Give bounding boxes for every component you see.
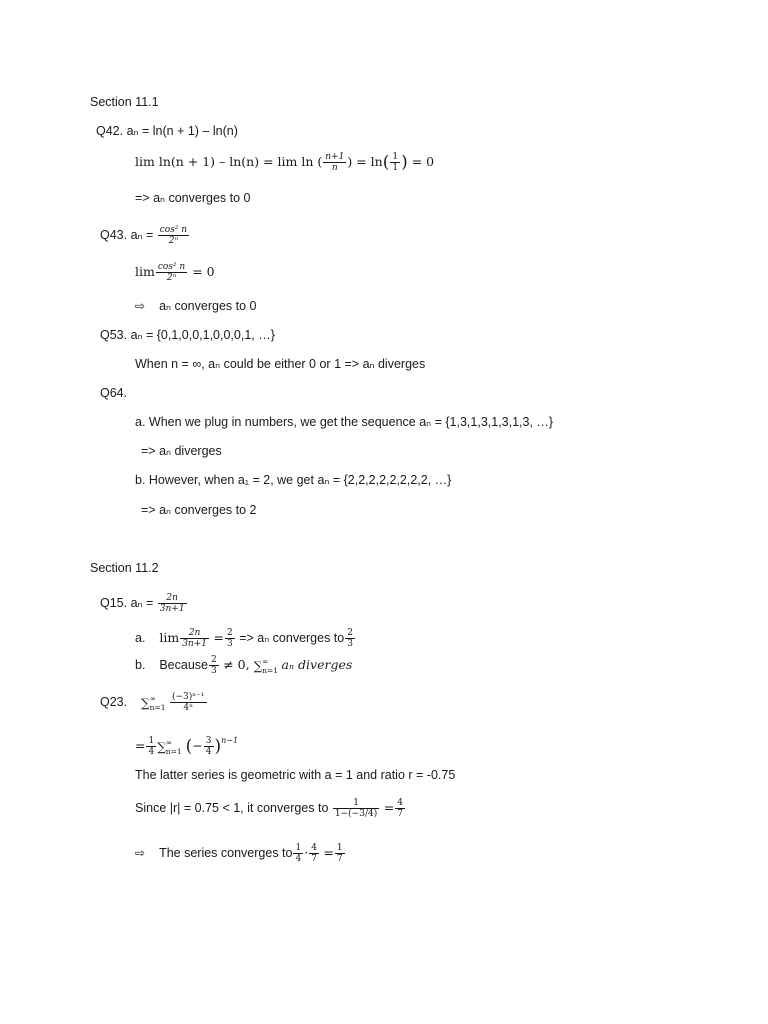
q15-a-fraction: $\frac{2n}{3n+1}$ (182, 628, 207, 649)
q23-fraction: $\frac{\text{(−3)ⁿ⁻¹}}{\text{4ⁿ}}$ (171, 692, 205, 713)
arrow-icon: ⇨ (135, 845, 146, 860)
q23-final-dot: · (304, 844, 309, 860)
q64-a-conclusion: => aₙ diverges (141, 444, 222, 458)
q43-conclusion-line (135, 298, 256, 314)
q23-line2-minus: − (192, 738, 203, 753)
q42-step-b: ) = ln (347, 154, 383, 169)
q23-converge-fraction: $\frac{1}{1-(-3/4)}$ (334, 798, 378, 819)
q64-b-conclusion: => aₙ converges to 2 (141, 503, 257, 517)
q53-text: When n = ∞, aₙ could be either 0 or 1 => aₙ diverges (135, 357, 426, 371)
q23-final-line (135, 843, 346, 864)
q15-b-sum-limits: ∞ n=1 (262, 656, 279, 675)
q15-a-value: $\frac{2}{3}$ (226, 628, 233, 649)
q23-line2-eq: = (135, 738, 146, 753)
q15-b-rest: ≠ 0, (223, 656, 254, 672)
q64-b-text: b. However, when a₁ = 2, we get aₙ = {2,2,2,2,2,2,2,2, …} (135, 473, 452, 487)
q43-fraction: $\frac{\text{cos² n}}{\text{2ⁿ}}$ (159, 225, 188, 246)
q43-label: Q43. aₙ = (100, 227, 154, 242)
q23-final-fraction-b: $\frac{4}{7}$ (311, 843, 317, 864)
q23-final-fraction-a: $\frac{1}{4}$ (295, 843, 302, 864)
q23-line-1 (100, 692, 208, 713)
q15-a-mid: => aₙ converges to (239, 630, 345, 645)
q43-conclusion: aₙ converges to 0 (159, 299, 257, 313)
q23-final-eq: = (323, 844, 334, 860)
q15-b-marker: b. (135, 657, 146, 672)
q42-fraction-1: $\frac{n+1}{n}$ (325, 152, 345, 173)
q23-label: Q23. (100, 694, 128, 709)
q43-limit-equation (135, 262, 215, 283)
q42-label: Q42. aₙ = ln(n + 1) – ln(n) (96, 124, 238, 138)
q15-fraction: $\frac{2n}{3n+1}$ (159, 593, 185, 614)
q15-b-text: Because (159, 657, 208, 672)
arrow-icon: ⇨ (135, 299, 146, 313)
q43-label-line (100, 225, 190, 246)
q64-label: Q64. (100, 386, 128, 400)
q15-part-a (135, 628, 356, 649)
q23-line2-sum-limits: ∞ n=1 (165, 737, 182, 756)
q23-converge-eq: = (383, 799, 395, 815)
q23-since-text: Since |r| = 0.75 < 1, it converges to (135, 800, 329, 815)
q23-line2-coefficient: $\frac{1}{4}$ (148, 736, 155, 757)
q15-a-marker: a. (135, 630, 146, 645)
q23-final-text: The series converges to (159, 845, 293, 860)
q15-a-limit-value: $\frac{2}{3}$ (347, 628, 353, 649)
q43-lim-result: = 0 (192, 264, 215, 279)
q23-final-fraction-c: $\frac{1}{7}$ (336, 843, 343, 864)
q23-sum-limits: ∞ n=1 (149, 693, 166, 712)
section-heading-11-1: Section 11.1 (90, 95, 159, 109)
q15-a-eq: = (213, 629, 224, 645)
q23-line-2: = $\frac{1}{4}$ ∑ ∞ n=1 (− $\frac{3}{4}$ )$^{n-1}$ (135, 736, 239, 757)
q42-limit-equation: lim ln(n + 1) – ln(n) = lim ln ( $\frac{n+1}{n}$ ) = ln( $\frac{1}{1}$ ) = 0 (135, 152, 435, 173)
q15-a-lim: lim (159, 629, 180, 645)
q15-label: Q15. aₙ = (100, 595, 154, 610)
q42-conclusion: => aₙ converges to 0 (135, 191, 251, 205)
sigma-icon: ∑ (141, 695, 150, 710)
q23-line2-inner-fraction: $\frac{3}{4}$ (205, 736, 212, 757)
sigma-icon: ∑ (157, 739, 166, 754)
q42-step-c: = 0 (411, 154, 435, 169)
q64-a-text: a. When we plug in numbers, we get the sequence aₙ = {1,3,1,3,1,3,1,3, …} (135, 415, 554, 429)
q23-line2-exponent: n−1 (221, 736, 239, 745)
q42-step-a: lim ln(n + 1) – ln(n) = lim ln ( (135, 154, 323, 169)
q23-geometric-text: The latter series is geometric with a = 1 and ratio r = -0.75 (135, 768, 456, 782)
q23-since-line (135, 798, 406, 819)
q53-label: Q53. aₙ = {0,1,0,0,1,0,0,0,1, …} (100, 328, 275, 342)
section-heading-11-2: Section 11.2 (90, 561, 159, 575)
q43-lim: lim (135, 264, 155, 279)
q15-b-tail: aₙ diverges (281, 656, 353, 672)
q15-label-line (100, 593, 188, 614)
q23-converge-result: $\frac{4}{7}$ (397, 798, 403, 819)
q42-fraction-2: $\frac{1}{1}$ (392, 152, 399, 173)
q43-lim-fraction: $\frac{\text{cos² n}}{\text{2ⁿ}}$ (157, 262, 186, 283)
q15-b-value: $\frac{2}{3}$ (211, 655, 217, 676)
q15-part-b (135, 655, 352, 676)
sigma-icon: ∑ (253, 658, 263, 673)
